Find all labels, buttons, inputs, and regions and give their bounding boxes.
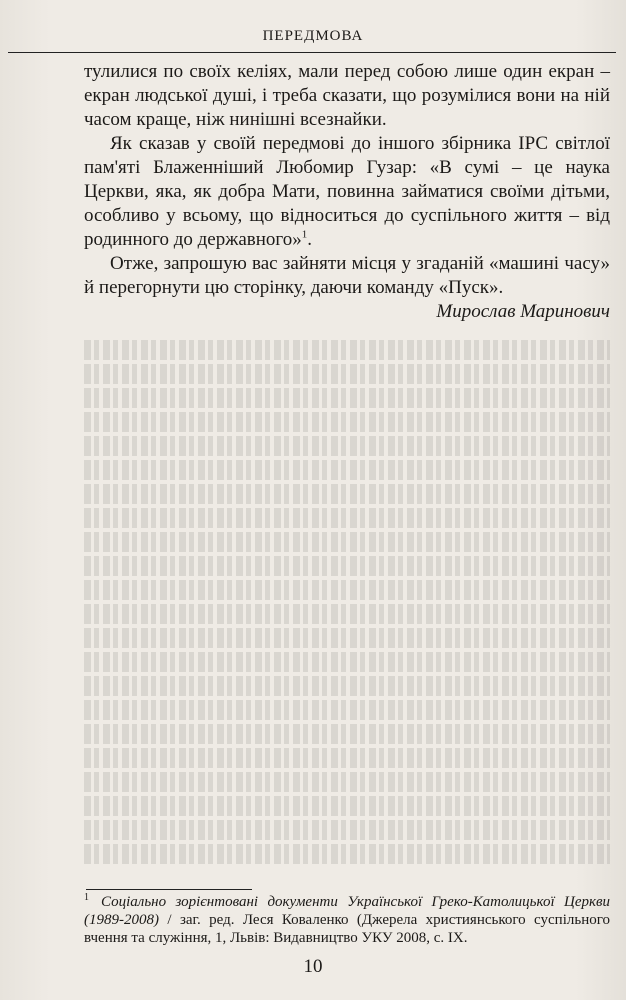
page-number: 10 xyxy=(303,956,323,977)
header-rule xyxy=(8,52,616,53)
running-head: ПЕРЕДМОВА xyxy=(262,28,364,44)
footnote-mark: 1 xyxy=(84,892,89,903)
author-signature: Мирослав Маринович xyxy=(436,301,610,322)
paragraph-1: тулилися по своїх келіях, мали перед собою лише один екран – екран людської душі, і треба сказати, що розумілися вони на ній часом краще, ніж нинішні всезнайки. xyxy=(84,61,610,130)
paragraph-2-text: Як сказав у своїй передмові до іншого збірника ІРС світлої пам'яті Блаженніший Любомир Гузар: «В сумі – це наука Церкви, яка, як добра Мати, повинна займатися своїми дітьми, особливо у всьому, що відноситься до суспільного життя – від родинного до державного» xyxy=(84,133,610,250)
body-text xyxy=(84,60,610,324)
footnote xyxy=(84,893,610,947)
show-through-texture xyxy=(84,340,610,875)
footnote-title: Соціально зорієнтовані документи Української Греко-Католицької Церкви (1989-2008) xyxy=(84,894,610,928)
footnote-ref: 1 xyxy=(301,228,308,241)
footnote-rule xyxy=(86,889,252,890)
paragraph-3: Отже, запрошую вас зайняти місця у згаданій «машині часу» й перегорнути цю сторінку, даючи команду «Пуск». xyxy=(84,253,610,298)
footnote-rest: / заг. ред. Леся Коваленко (Джерела християнського суспільного вчення та служіння, 1, Львів: Видавництво УКУ 2008, с. IX. xyxy=(84,912,610,946)
paragraph-2: Як сказав у своїй передмові до іншого збірника ІРС світлої пам'яті Блаженніший Любомир Гузар: «В сумі – це наука Церкви, яка, як добра Мати, повинна займатися своїми дітьми, особливо у всьому, що відноситься до суспільного життя – від родинного до державного»$^1$. xyxy=(84,133,610,250)
